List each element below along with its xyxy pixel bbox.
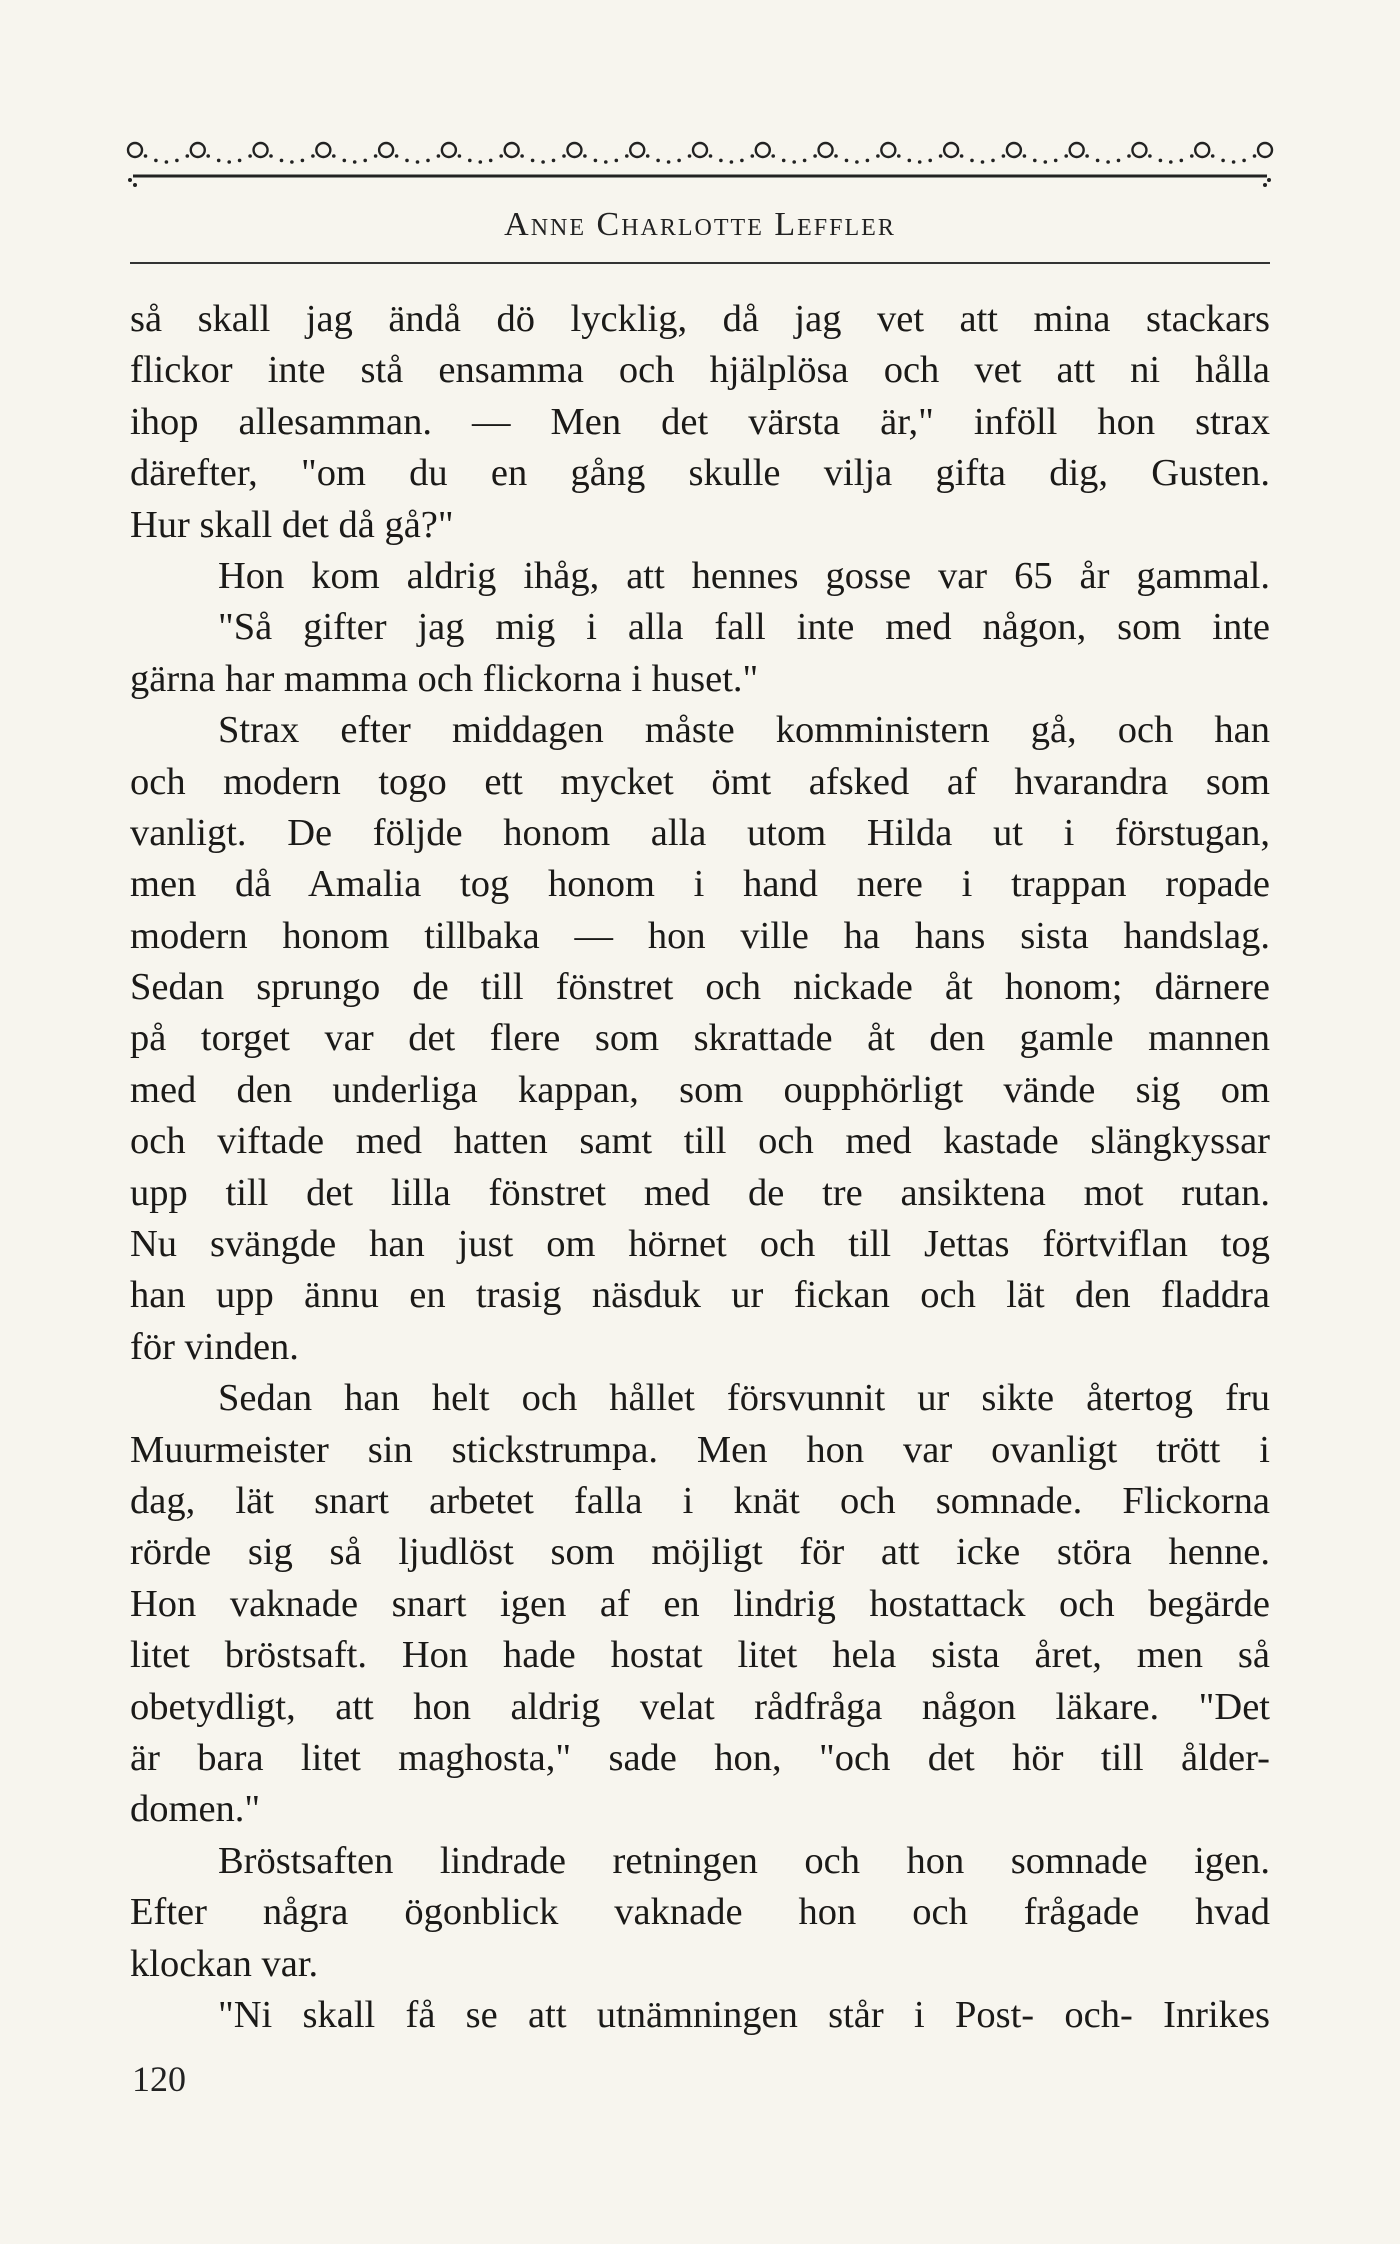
text-line: för vinden.	[130, 1325, 299, 1368]
running-head: Anne Charlotte Leffler	[504, 206, 896, 243]
text-line: dag, lät snart arbetet falla i knät och somnade. Flickorna	[130, 1479, 1270, 1522]
text-line: upp till det lilla fönstret med de tre ansiktena mot rutan.	[130, 1171, 1270, 1214]
text-line: "Så gifter jag mig i alla fall inte med någon, som inte	[218, 606, 1270, 649]
text-line: litet bröstsaft. Hon hade hostat litet hela sista året, men så	[130, 1634, 1270, 1677]
text-line: Muurmeister sin stickstrumpa. Men hon var ovanligt trött i	[130, 1428, 1270, 1471]
text-line: rörde sig så ljudlöst som möjligt för att icke störa henne.	[130, 1531, 1270, 1574]
text-line: Hon kom aldrig ihåg, att hennes gosse var 65 år gammal.	[218, 554, 1270, 597]
text-line: vanligt. De följde honom alla utom Hilda ut i förstugan,	[130, 811, 1270, 854]
text-line: på torget var det flere som skrattade åt den gamle mannen	[130, 1017, 1270, 1060]
header-rule	[130, 262, 1270, 264]
text-line: obetydligt, att hon aldrig velat rådfråga någon läkare. "Det	[130, 1685, 1270, 1728]
text-line: Strax efter middagen måste komministern gå, och han	[218, 709, 1270, 752]
text-line: Hon vaknade snart igen af en lindrig hostattack och begärde	[130, 1582, 1270, 1625]
text-line: ihop allesamman. — Men det värsta är," inföll hon strax	[130, 400, 1270, 443]
text-line: Sedan han helt och hållet försvunnit ur sikte återtog fru	[218, 1377, 1270, 1420]
text-line: flickor inte stå ensamma och hjälplösa och vet att ni hålla	[130, 349, 1270, 392]
text-line: Efter några ögonblick vaknade hon och frågade hvad	[130, 1891, 1270, 1934]
text-line: gärna har mamma och flickorna i huset."	[130, 657, 759, 700]
body-text	[130, 294, 1270, 2041]
text-line: så skall jag ändå dö lycklig, då jag vet att mina stackars	[130, 298, 1270, 340]
text-line: därefter, "om du en gång skulle vilja gifta dig, Gusten.	[130, 452, 1270, 495]
text-line: med den underliga kappan, som oupphörligt vände sig om	[130, 1068, 1270, 1111]
text-line: "Ni skall få se att utnämningen står i Post- och- Inrikes	[218, 1993, 1270, 2036]
text-line: klockan var.	[130, 1942, 319, 1985]
text-line: Nu svängde han just om hörnet och till Jettas förtviflan tog	[130, 1223, 1270, 1266]
text-line: är bara litet maghosta," sade hon, "och det hör till ålder-	[130, 1736, 1270, 1779]
text-line: och modern togo ett mycket ömt afsked af hvarandra som	[130, 760, 1270, 803]
text-line: men då Amalia tog honom i hand nere i trappan ropade	[130, 863, 1270, 906]
text-line: han upp ännu en trasig näsduk ur fickan och lät den fladdra	[130, 1274, 1270, 1317]
text-line: Hur skall det då gå?"	[130, 503, 454, 546]
text-line: domen."	[130, 1788, 261, 1831]
text-line: modern honom tillbaka — hon ville ha hans sista handslag.	[130, 914, 1270, 957]
ornamental-header-border	[125, 128, 1275, 188]
text-line: Bröstsaften lindrade retningen och hon somnade igen.	[218, 1839, 1270, 1882]
text-line: Sedan sprungo de till fönstret och nickade åt honom; därnere	[130, 966, 1270, 1009]
text-line: och viftade med hatten samt till och med kastade slängkyssar	[130, 1120, 1270, 1163]
page-number: 120	[132, 2059, 186, 2099]
